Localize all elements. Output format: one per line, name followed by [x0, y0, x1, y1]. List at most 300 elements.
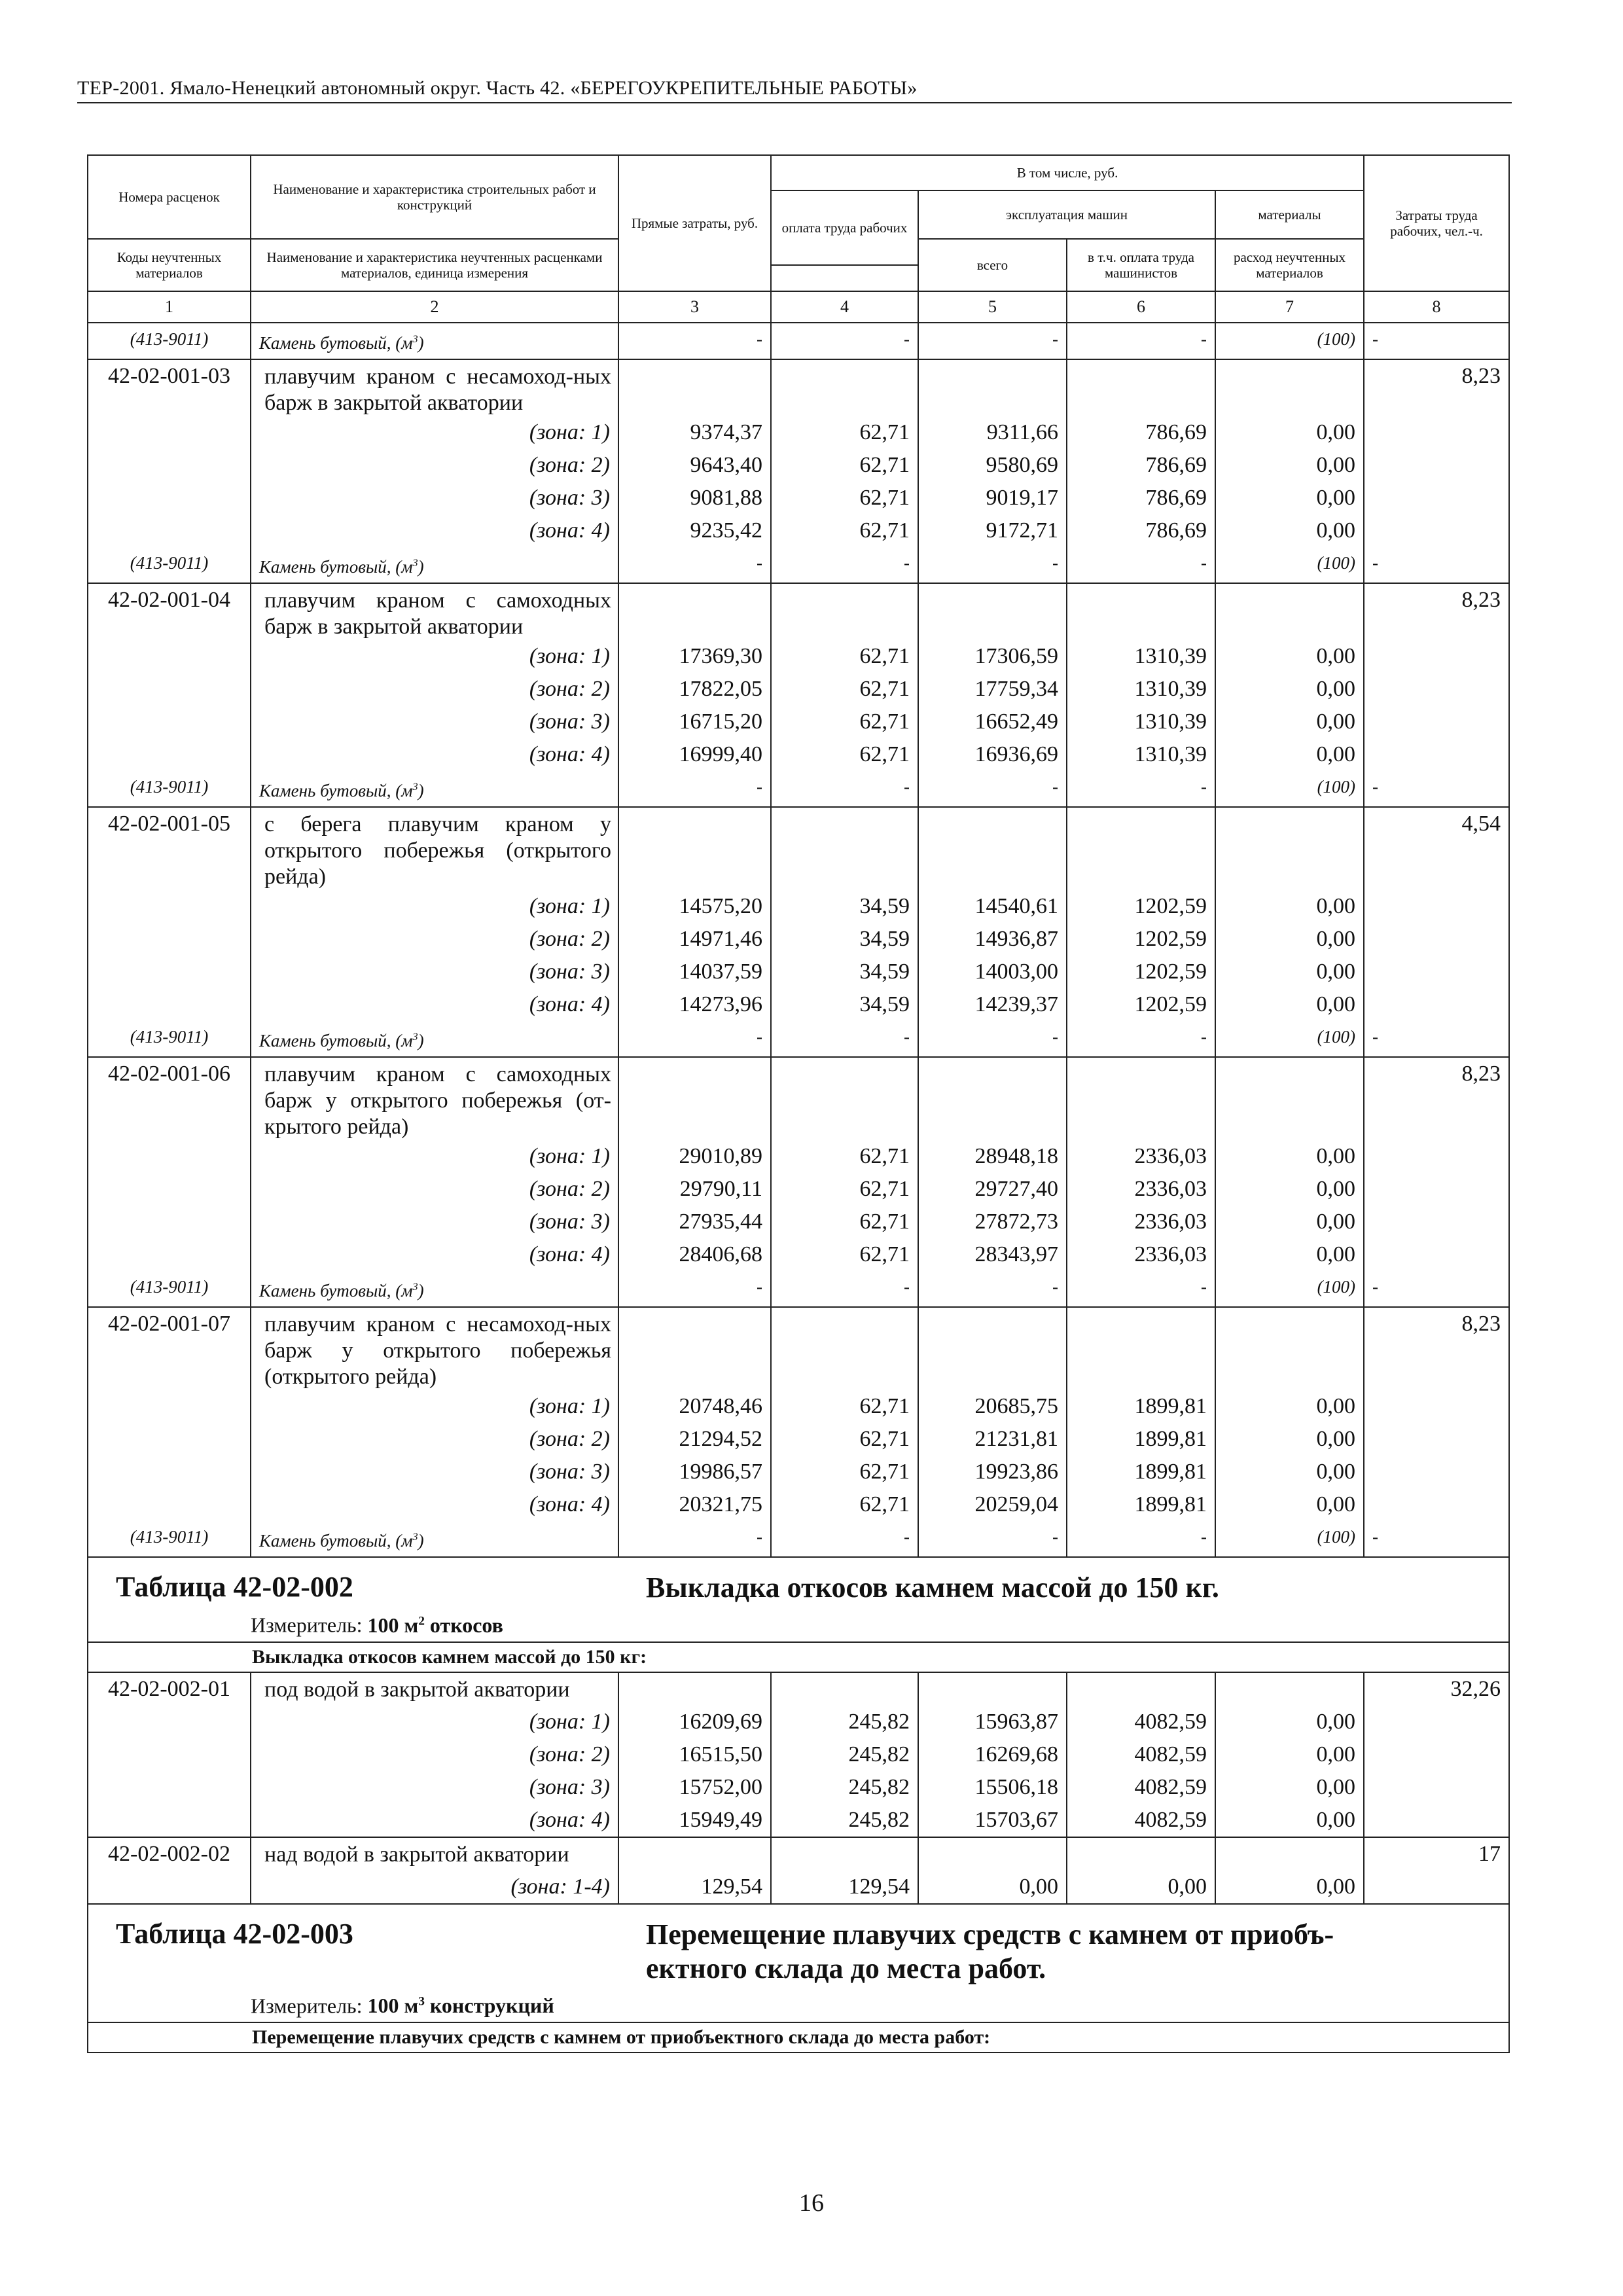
value-wages: 62,71 [771, 738, 918, 771]
empty-cell [88, 706, 251, 738]
value-wages: 34,59 [771, 890, 918, 923]
empty-dash: - [1067, 323, 1215, 359]
value-wages: 34,59 [771, 988, 918, 1021]
meter-value [368, 1994, 554, 2017]
value-mach: 0,00 [918, 1871, 1067, 1904]
material-quantity: (100) [1215, 323, 1364, 359]
unaccounted-material-row [88, 1271, 1509, 1307]
running-header: ТЕР-2001. Ямало-Ненецкий автономный округ. Часть 42. «БЕРЕГОУКРЕПИТЕЛЬНЫЕ РАБОТЫ» [77, 77, 1512, 103]
zone-row [88, 640, 1509, 673]
zone-label: (зона: 3) [251, 1771, 618, 1804]
table-heading [88, 1557, 1509, 1642]
empty-dash: - [1372, 1277, 1379, 1297]
value-direct: 129,54 [618, 1871, 771, 1904]
rate-row [88, 1307, 1509, 1390]
material-quantity: (100) [1215, 1521, 1364, 1557]
value-mach-wages: 1899,81 [1067, 1456, 1215, 1488]
empty-cell [1364, 1738, 1509, 1771]
material-labor [1364, 547, 1509, 583]
value-mach: 16269,68 [918, 1738, 1067, 1771]
material-name-text: Камень бутовый, (м [259, 781, 413, 800]
empty-cell [1364, 1206, 1509, 1238]
empty-cell [1364, 1173, 1509, 1206]
empty-dash: - [918, 547, 1067, 583]
value-mach: 14936,87 [918, 923, 1067, 956]
empty-cell [88, 1871, 251, 1904]
material-code: (413-9011) [88, 771, 251, 807]
zone-label: (зона: 1) [251, 416, 618, 449]
zone-row [88, 706, 1509, 738]
rate-row [88, 359, 1509, 416]
value-mat: 0,00 [1215, 988, 1364, 1021]
value-mach-wages: 1310,39 [1067, 706, 1215, 738]
value-mach-wages: 1899,81 [1067, 1488, 1215, 1521]
material-labor [1364, 323, 1509, 359]
value-mach: 14003,00 [918, 956, 1067, 988]
material-code: (413-9011) [88, 1021, 251, 1057]
value-direct: 16515,50 [618, 1738, 771, 1771]
zone-label: (зона: 3) [251, 1456, 618, 1488]
value-mat: 0,00 [1215, 673, 1364, 706]
value-mat: 0,00 [1215, 1706, 1364, 1738]
value-wages: 62,71 [771, 514, 918, 547]
meter-exponent: 3 [418, 1994, 425, 2009]
zone-label: (зона: 4) [251, 738, 618, 771]
value-direct: 29790,11 [618, 1173, 771, 1206]
material-unit-exponent: 3 [412, 333, 418, 345]
value-mach-wages: 0,00 [1067, 1871, 1215, 1904]
empty-cell [618, 1307, 771, 1390]
empty-cell [771, 359, 918, 416]
zone-row [88, 482, 1509, 514]
material-code: (413-9011) [88, 1521, 251, 1557]
empty-cell [771, 1057, 918, 1140]
value-wages: 62,71 [771, 640, 918, 673]
col-header-materials: материалы [1215, 190, 1364, 239]
empty-cell [1364, 988, 1509, 1021]
empty-dash: - [918, 771, 1067, 807]
empty-dash: - [771, 323, 918, 359]
price-table [87, 154, 1510, 2053]
unaccounted-material-row [88, 323, 1509, 359]
zone-label: (зона: 1) [251, 1706, 618, 1738]
value-direct: 16209,69 [618, 1706, 771, 1738]
value-mach: 28948,18 [918, 1140, 1067, 1173]
empty-cell [618, 807, 771, 890]
material-name [251, 1521, 618, 1557]
empty-cell [88, 1771, 251, 1804]
empty-cell [1364, 1488, 1509, 1521]
empty-dash: - [1372, 777, 1379, 797]
material-code: (413-9011) [88, 547, 251, 583]
value-mach-wages: 1310,39 [1067, 673, 1215, 706]
material-unit-close: ) [418, 557, 424, 577]
value-wages: 245,82 [771, 1706, 918, 1738]
col-header-unacc-consumption: расход неучтенных материалов [1215, 239, 1364, 291]
value-direct: 29010,89 [618, 1140, 771, 1173]
empty-dash: - [618, 323, 771, 359]
empty-dash: - [618, 771, 771, 807]
value-direct: 9081,88 [618, 482, 771, 514]
col-header-including: В том числе, руб. [771, 155, 1364, 190]
value-mat: 0,00 [1215, 1423, 1364, 1456]
value-wages: 62,71 [771, 1140, 918, 1173]
zone-row [88, 1140, 1509, 1173]
value-mach: 16652,49 [918, 706, 1067, 738]
material-name-text: Камень бутовый, (м [259, 1531, 413, 1551]
value-direct: 16715,20 [618, 706, 771, 738]
zone-label: (зона: 2) [251, 1738, 618, 1771]
zone-row [88, 1738, 1509, 1771]
rates-001-body [88, 323, 1509, 1557]
rate-code: 42-02-001-07 [88, 1307, 251, 1390]
value-mat: 0,00 [1215, 514, 1364, 547]
value-mach: 17306,59 [918, 640, 1067, 673]
rate-description: плавучим краном с самоходных барж у открытого побережья (от-крытого рейда) [251, 1057, 618, 1140]
empty-dash: - [1067, 1271, 1215, 1307]
empty-cell [1067, 359, 1215, 416]
empty-dash: - [771, 1021, 918, 1057]
empty-cell [1067, 1837, 1215, 1871]
empty-cell [618, 583, 771, 640]
col-number: 6 [1067, 291, 1215, 323]
rate-row [88, 1057, 1509, 1140]
material-name [251, 323, 618, 359]
col-number: 5 [918, 291, 1067, 323]
empty-cell [1364, 890, 1509, 923]
empty-dash: - [918, 1521, 1067, 1557]
material-unit-exponent: 3 [412, 557, 418, 569]
table-title: Выкладка откосов камнем массой до 150 кг. [646, 1571, 1219, 1604]
value-mach: 17759,34 [918, 673, 1067, 706]
col-header-codes: Номера расценок [88, 155, 251, 239]
col-number: 1 [88, 291, 251, 323]
material-name-text: Камень бутовый, (м [259, 1031, 413, 1050]
material-labor [1364, 771, 1509, 807]
empty-cell [1067, 1672, 1215, 1706]
col-header-mach-total: всего [918, 239, 1067, 291]
value-mach-wages: 1202,59 [1067, 923, 1215, 956]
empty-cell [918, 583, 1067, 640]
table-002-body [88, 1557, 1509, 1904]
value-mat: 0,00 [1215, 923, 1364, 956]
zone-label: (зона: 2) [251, 673, 618, 706]
empty-cell [1215, 1057, 1364, 1140]
rate-description: с берега плавучим краном у открытого побережья (открытого рейда) [251, 807, 618, 890]
empty-cell [88, 1804, 251, 1837]
empty-cell [1364, 956, 1509, 988]
empty-dash: - [771, 547, 918, 583]
material-labor [1364, 1271, 1509, 1307]
empty-cell [618, 1057, 771, 1140]
zone-row [88, 1804, 1509, 1837]
empty-cell [88, 1390, 251, 1423]
col-header-wages: оплата труда рабочих [771, 190, 918, 265]
section-title: Выкладка откосов камнем массой до 150 кг: [88, 1642, 1509, 1672]
rate-row [88, 583, 1509, 640]
value-mach-wages: 1310,39 [1067, 640, 1215, 673]
value-mat: 0,00 [1215, 1771, 1364, 1804]
value-mach-wages: 786,69 [1067, 514, 1215, 547]
table-heading-row [88, 1557, 1509, 1642]
value-mat: 0,00 [1215, 706, 1364, 738]
value-wages: 62,71 [771, 482, 918, 514]
empty-dash: - [771, 1521, 918, 1557]
material-unit-close: ) [418, 1281, 424, 1300]
value-direct: 21294,52 [618, 1423, 771, 1456]
value-mat: 0,00 [1215, 1238, 1364, 1271]
zone-label: (зона: 4) [251, 988, 618, 1021]
value-mat: 0,00 [1215, 416, 1364, 449]
value-mach: 9172,71 [918, 514, 1067, 547]
zone-row [88, 1771, 1509, 1804]
value-mat: 0,00 [1215, 738, 1364, 771]
rate-row [88, 1672, 1509, 1706]
col-number: 3 [618, 291, 771, 323]
material-name-text: Камень бутовый, (м [259, 1281, 413, 1300]
value-wages: 62,71 [771, 673, 918, 706]
value-direct: 27935,44 [618, 1206, 771, 1238]
rate-description: плавучим краном с несамоход-ных барж у открытого побережья (открытого рейда) [251, 1307, 618, 1390]
zone-row [88, 956, 1509, 988]
value-direct: 28406,68 [618, 1238, 771, 1271]
empty-cell [918, 1057, 1067, 1140]
material-quantity: (100) [1215, 1271, 1364, 1307]
material-name-text: Камень бутовый, (м [259, 333, 413, 353]
value-direct: 15949,49 [618, 1804, 771, 1837]
material-code: (413-9011) [88, 1271, 251, 1307]
value-mach-wages: 1899,81 [1067, 1423, 1215, 1456]
empty-cell [771, 1307, 918, 1390]
empty-dash: - [1067, 771, 1215, 807]
zone-row [88, 890, 1509, 923]
empty-cell [88, 956, 251, 988]
value-mach: 16936,69 [918, 738, 1067, 771]
value-mach-wages: 4082,59 [1067, 1738, 1215, 1771]
value-direct: 14971,46 [618, 923, 771, 956]
empty-cell [1364, 1238, 1509, 1271]
material-labor [1364, 1021, 1509, 1057]
zone-label: (зона: 2) [251, 923, 618, 956]
value-wages: 34,59 [771, 956, 918, 988]
empty-cell [1067, 1307, 1215, 1390]
col-header-unacc-name: Наименование и характеристика неучтенных расценками материалов, единица измерения [251, 239, 618, 291]
value-mach: 14540,61 [918, 890, 1067, 923]
value-wages: 62,71 [771, 1173, 918, 1206]
rate-code: 42-02-002-02 [88, 1837, 251, 1871]
zone-row [88, 1706, 1509, 1738]
empty-dash: - [1067, 547, 1215, 583]
value-wages: 62,71 [771, 1206, 918, 1238]
zone-row [88, 449, 1509, 482]
value-mat: 0,00 [1215, 956, 1364, 988]
value-mach: 19923,86 [918, 1456, 1067, 1488]
section-title: Перемещение плавучих средств с камнем от приобъектного склада до места работ: [88, 2022, 1509, 2053]
value-mach-wages: 786,69 [1067, 482, 1215, 514]
value-direct: 20748,46 [618, 1390, 771, 1423]
empty-dash: - [1067, 1521, 1215, 1557]
zone-label: (зона: 4) [251, 1488, 618, 1521]
zone-row [88, 738, 1509, 771]
empty-cell [1364, 1706, 1509, 1738]
empty-cell [1215, 1672, 1364, 1706]
value-mach-wages: 4082,59 [1067, 1706, 1215, 1738]
zone-label: (зона: 4) [251, 1804, 618, 1837]
col-header-machines: эксплуатация машин [918, 190, 1215, 239]
empty-cell [771, 1837, 918, 1871]
empty-cell [88, 738, 251, 771]
material-unit-close: ) [418, 333, 424, 353]
col-header-unacc-codes: Коды неучтенных материалов [88, 239, 251, 291]
empty-dash: - [618, 1021, 771, 1057]
value-wages: 62,71 [771, 416, 918, 449]
value-mach-wages: 4082,59 [1067, 1804, 1215, 1837]
value-direct: 15752,00 [618, 1771, 771, 1804]
column-number-row [88, 291, 1509, 323]
empty-cell [1215, 807, 1364, 890]
labor-cost: 17 [1364, 1837, 1509, 1871]
value-direct: 14575,20 [618, 890, 771, 923]
empty-dash: - [771, 1271, 918, 1307]
meter-suffix: откосов [424, 1613, 503, 1637]
col-number: 2 [251, 291, 618, 323]
zone-label: (зона: 3) [251, 706, 618, 738]
labor-cost: 8,23 [1364, 583, 1509, 640]
empty-cell [1364, 416, 1509, 449]
zone-row [88, 1423, 1509, 1456]
rate-row [88, 1837, 1509, 1871]
value-wages: 34,59 [771, 923, 918, 956]
value-wages: 62,71 [771, 1238, 918, 1271]
section-row [88, 2022, 1509, 2053]
value-direct: 14037,59 [618, 956, 771, 988]
value-mat: 0,00 [1215, 482, 1364, 514]
empty-dash: - [771, 771, 918, 807]
material-unit-exponent: 3 [412, 1031, 418, 1043]
zone-label: (зона: 1) [251, 1390, 618, 1423]
value-wages: 62,71 [771, 706, 918, 738]
value-mat: 0,00 [1215, 1804, 1364, 1837]
empty-cell [771, 1672, 918, 1706]
value-mat: 0,00 [1215, 1871, 1364, 1904]
rate-code: 42-02-001-06 [88, 1057, 251, 1140]
empty-cell [918, 807, 1067, 890]
material-unit-close: ) [418, 1031, 424, 1050]
value-mach-wages: 786,69 [1067, 416, 1215, 449]
empty-dash: - [918, 1271, 1067, 1307]
unaccounted-material-row [88, 771, 1509, 807]
empty-dash: - [918, 323, 1067, 359]
zone-label: (зона: 1-4) [251, 1871, 618, 1904]
value-mat: 0,00 [1215, 1206, 1364, 1238]
zone-label: (зона: 2) [251, 449, 618, 482]
value-mach: 14239,37 [918, 988, 1067, 1021]
empty-cell [88, 1206, 251, 1238]
value-direct: 9374,37 [618, 416, 771, 449]
value-mach-wages: 2336,03 [1067, 1173, 1215, 1206]
value-mach-wages: 786,69 [1067, 449, 1215, 482]
value-mach-wages: 2336,03 [1067, 1206, 1215, 1238]
value-mach-wages: 2336,03 [1067, 1238, 1215, 1271]
value-mach: 15506,18 [918, 1771, 1067, 1804]
empty-cell [88, 1488, 251, 1521]
value-direct: 16999,40 [618, 738, 771, 771]
table-title [646, 1918, 1334, 1986]
material-name [251, 1271, 618, 1307]
zone-row [88, 1238, 1509, 1271]
labor-cost: 32,26 [1364, 1672, 1509, 1706]
empty-dash: - [1372, 1027, 1379, 1047]
empty-cell [1364, 1771, 1509, 1804]
empty-dash: - [618, 1271, 771, 1307]
empty-cell [918, 1837, 1067, 1871]
value-mach: 15703,67 [918, 1804, 1067, 1837]
empty-dash: - [1372, 329, 1379, 349]
value-wages: 62,71 [771, 1456, 918, 1488]
empty-cell [88, 1140, 251, 1173]
empty-cell [1364, 1871, 1509, 1904]
value-mat: 0,00 [1215, 1488, 1364, 1521]
meter-value-text: 100 м [367, 1994, 419, 2018]
value-mach-wages: 1202,59 [1067, 988, 1215, 1021]
empty-cell [1364, 514, 1509, 547]
value-mach: 29727,40 [918, 1173, 1067, 1206]
empty-cell [88, 1456, 251, 1488]
empty-cell [88, 514, 251, 547]
zone-label: (зона: 3) [251, 1206, 618, 1238]
meter-prefix: Измеритель: [251, 1613, 368, 1637]
empty-cell [918, 1672, 1067, 1706]
value-mat: 0,00 [1215, 1173, 1364, 1206]
value-mat: 0,00 [1215, 1390, 1364, 1423]
zone-row [88, 1871, 1509, 1904]
empty-cell [1215, 1837, 1364, 1871]
empty-cell [88, 673, 251, 706]
value-direct: 17822,05 [618, 673, 771, 706]
labor-cost: 8,23 [1364, 1057, 1509, 1140]
empty-cell [618, 1672, 771, 1706]
value-direct: 14273,96 [618, 988, 771, 1021]
empty-cell [88, 1706, 251, 1738]
zone-row [88, 1390, 1509, 1423]
material-unit-exponent: 3 [412, 1281, 418, 1293]
empty-dash: - [1372, 553, 1379, 573]
empty-cell [88, 988, 251, 1021]
material-unit-close: ) [418, 781, 424, 800]
empty-cell [1364, 1390, 1509, 1423]
table-number: Таблица 42-02-003 [116, 1917, 353, 1950]
meter-suffix: конструкций [424, 1994, 554, 2018]
empty-cell [918, 1307, 1067, 1390]
empty-cell [771, 583, 918, 640]
value-direct: 9235,42 [618, 514, 771, 547]
value-wages: 245,82 [771, 1738, 918, 1771]
rate-row [88, 807, 1509, 890]
material-quantity: (100) [1215, 547, 1364, 583]
zone-row [88, 673, 1509, 706]
empty-cell [1215, 1307, 1364, 1390]
empty-cell [88, 1738, 251, 1771]
rate-description: над водой в закрытой акватории [251, 1837, 618, 1871]
material-name [251, 547, 618, 583]
unit-of-measure [96, 1605, 1501, 1641]
empty-cell [88, 1238, 251, 1271]
empty-cell [1364, 738, 1509, 771]
value-mach-wages: 1202,59 [1067, 956, 1215, 988]
empty-cell [1364, 1456, 1509, 1488]
empty-cell [88, 416, 251, 449]
table-title-line: Перемещение плавучих средств с камнем от приобъ- [646, 1918, 1334, 1950]
